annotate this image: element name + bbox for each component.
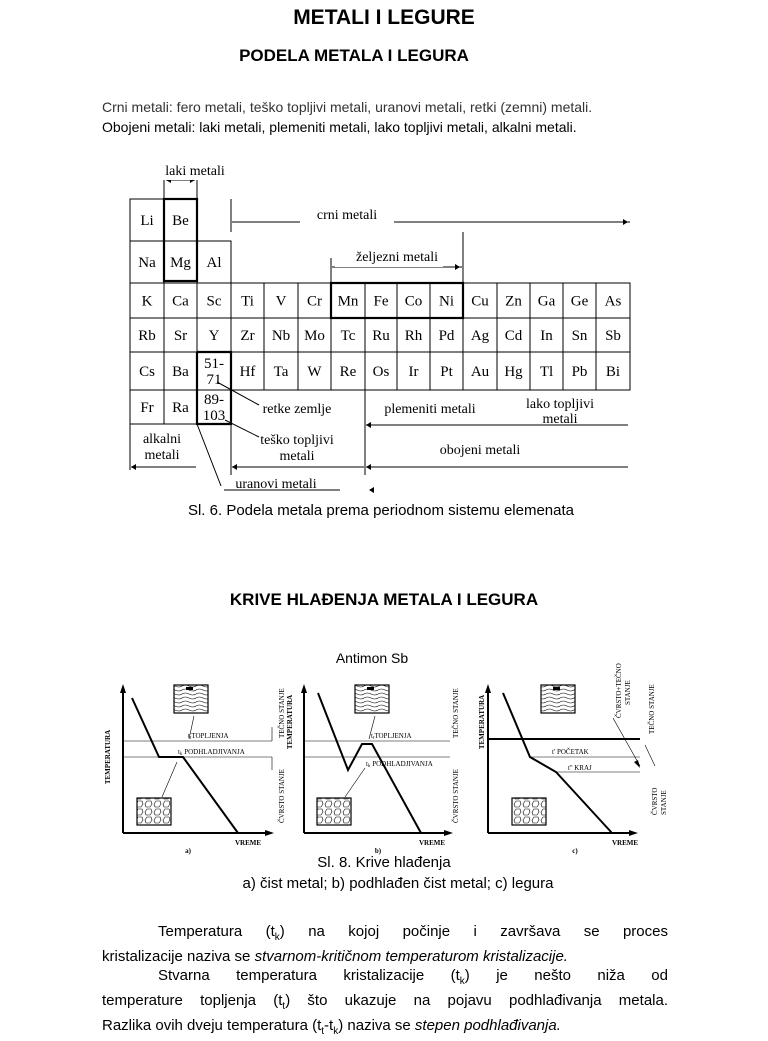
intro-line-2: Obojeni metali: laki metali, plemeniti metali, lako topljivi metali, alkalni metali. (102, 119, 577, 135)
cvrsto-c-2: STANJE (660, 790, 668, 815)
t-podhladjivanja-b: tk PODHLADJIVANJA (366, 760, 433, 769)
element-symbol: Ta (273, 364, 289, 380)
element-symbol: Au (470, 364, 490, 380)
label-zeljezni-metali: željezni metali (355, 250, 439, 265)
label-retke-zemlje: retke zemlje (262, 402, 332, 417)
element-symbol: Pt (440, 364, 453, 380)
figure-6-caption: Sl. 6. Podela metala prema periodnom sistemu elemenata (187, 502, 575, 519)
tecno-stanje-a: TEČNO STANJE (278, 688, 286, 738)
element-symbol: Zr (240, 328, 255, 344)
element-symbol: Ge (570, 293, 589, 310)
panel-a-letter: a) (185, 847, 191, 855)
element-symbol: Zn (505, 293, 522, 310)
element-symbol: Cu (471, 293, 489, 310)
element-symbol: Hf (239, 364, 256, 380)
element-symbol: Y (208, 328, 220, 344)
t-kraj: t'' KRAJ (568, 764, 592, 772)
element-symbol: K (141, 293, 153, 310)
element-symbol: Hg (504, 364, 523, 380)
t-podhladjivanja-a: tk PODHLADJIVANJA (178, 748, 245, 757)
element-symbol: Nb (271, 328, 291, 344)
material-label: Antimon Sb (335, 650, 409, 666)
element-symbol: Ga (537, 293, 556, 310)
element-symbol: Re (339, 364, 357, 380)
element-symbol: Tc (340, 328, 356, 344)
element-symbol: Mo (304, 328, 325, 344)
x-label-c: VREME (611, 839, 639, 847)
para2-line3: Razlika ovih dveju temperatura $(t_t-t_k)$ naziva se stepen podhlađivanja. (102, 1017, 561, 1037)
tecno-stanje-c: TEČNO STANJE (648, 684, 656, 734)
element-symbol: Fe (373, 293, 389, 310)
label-uranovi-metali: uranovi metali (235, 477, 317, 492)
element-symbol: Tl (539, 364, 554, 380)
element-symbol: Pd (438, 328, 455, 344)
element-symbol: Cd (504, 328, 523, 344)
element-symbol: Mn (337, 293, 359, 310)
element-symbol: 51- (204, 356, 224, 372)
element-symbol: Rh (404, 328, 423, 344)
element-symbol: Pb (571, 364, 588, 380)
element-symbol: Li (140, 213, 154, 229)
cooling-panel-b (286, 684, 460, 855)
para1-line2: kristalizacije naziva se stvarnom-kritičnom temperaturom kristalizacije. (102, 948, 568, 965)
element-symbol: Os (372, 364, 390, 380)
element-symbol: 103 (202, 408, 226, 424)
element-symbol: Na (138, 255, 156, 271)
element-symbol: Al (206, 255, 222, 271)
para2-line2: temperature topljenja $(t_t)$ što ukazuje na pojavu podhlađivanja metala. (102, 992, 668, 1012)
figure-8-subcaption: a) čist metal; b) podhlađen čist metal; c) legura (242, 875, 554, 892)
cvrsto-tecno-c: ČVRSTO+TEČNO (615, 663, 623, 718)
element-symbol: V (275, 293, 287, 310)
label-obojeni-metali: obojeni metali (439, 443, 521, 458)
t-topljenja-b: ttTOPLJENJA (371, 732, 412, 741)
label-alkalni-1: alkalni (142, 432, 182, 447)
section-title: PODELA METALA I LEGURA (239, 46, 469, 65)
element-symbol: 89- (204, 392, 224, 408)
x-label-a: VREME (234, 839, 262, 847)
label-lako-topljivi-1: lako topljivi (525, 397, 595, 412)
element-symbol: Ni (439, 293, 454, 310)
body-text (102, 922, 668, 1041)
cooling-heading: KRIVE HLAĐENJA METALA I LEGURA (229, 590, 539, 609)
panel-c-letter: c) (572, 847, 578, 855)
y-label-c: TEMPERATURA (478, 694, 486, 750)
cvrsto-c-1: ČVRSTO (651, 787, 659, 815)
element-symbol: Sr (173, 328, 188, 344)
element-symbol: Ir (408, 364, 419, 380)
x-label-b: VREME (418, 839, 446, 847)
cvrsto-stanje-a: ČVRSTO STANJE (278, 769, 286, 823)
cooling-panel-a (104, 684, 286, 855)
element-symbol: Be (172, 213, 189, 229)
element-symbol: Bi (605, 364, 621, 380)
element-symbol: Ru (372, 328, 390, 344)
element-symbol: Ti (241, 293, 254, 310)
element-symbol: In (540, 328, 553, 344)
t-pocetak: t' POČETAK (552, 748, 589, 756)
element-symbol: Co (404, 293, 423, 310)
element-symbol: W (307, 364, 322, 380)
label-tesko-1: teško topljivi (260, 433, 334, 448)
label-lako-topljivi-2: metali (542, 412, 578, 427)
y-label-a: TEMPERATURA (104, 729, 112, 785)
element-symbol: Ag (470, 328, 490, 344)
label-alkalni-2: metali (144, 448, 180, 463)
element-symbol: Sc (206, 293, 222, 310)
element-symbol: As (604, 293, 622, 310)
element-symbol: Cr (307, 293, 322, 310)
element-symbol: Fr (140, 400, 154, 416)
element-symbol: 71 (206, 372, 222, 388)
cvrsto-stanje-b: ČVRSTO STANJE (452, 769, 460, 823)
element-symbol: Sb (605, 328, 621, 344)
para2-line1: Stvarna temperatura kristalizacije $(t_k)$ je nešto niža od (158, 967, 668, 987)
label-crni-metali: crni metali (316, 208, 378, 223)
element-symbol: Ra (172, 400, 189, 416)
intro-line-1: Crni metali: fero metali, teško topljivi metali, uranovi metali, retki (zemni) metali. (102, 99, 593, 115)
label-tesko-2: metali (279, 449, 315, 464)
element-symbol: Sn (571, 328, 588, 344)
element-symbol: Mg (170, 255, 191, 271)
element-symbol: Cs (139, 364, 155, 380)
t-topljenja-a: ttTOPLJENJA (188, 732, 229, 741)
element-symbol: Ca (172, 293, 189, 310)
para1-line1: Temperatura $(t_k)$ na kojoj počinje i završava se proces (158, 923, 668, 943)
panel-b-letter: b) (374, 847, 382, 855)
page-title: METALI I LEGURE (293, 6, 475, 29)
element-symbol: Ba (172, 364, 189, 380)
element-symbol: Rb (138, 328, 156, 344)
figure-8-caption: Sl. 8. Krive hlađenja (317, 854, 451, 871)
tecno-stanje-b: TEČNO STANJE (452, 688, 460, 738)
label-plemeniti-metali: plemeniti metali (384, 402, 476, 417)
y-label-b: TEMPERATURA (286, 694, 294, 750)
stanje-c: STANJE (624, 680, 632, 705)
cooling-panel-c (478, 663, 668, 855)
label-laki-metali: laki metali (165, 164, 225, 179)
